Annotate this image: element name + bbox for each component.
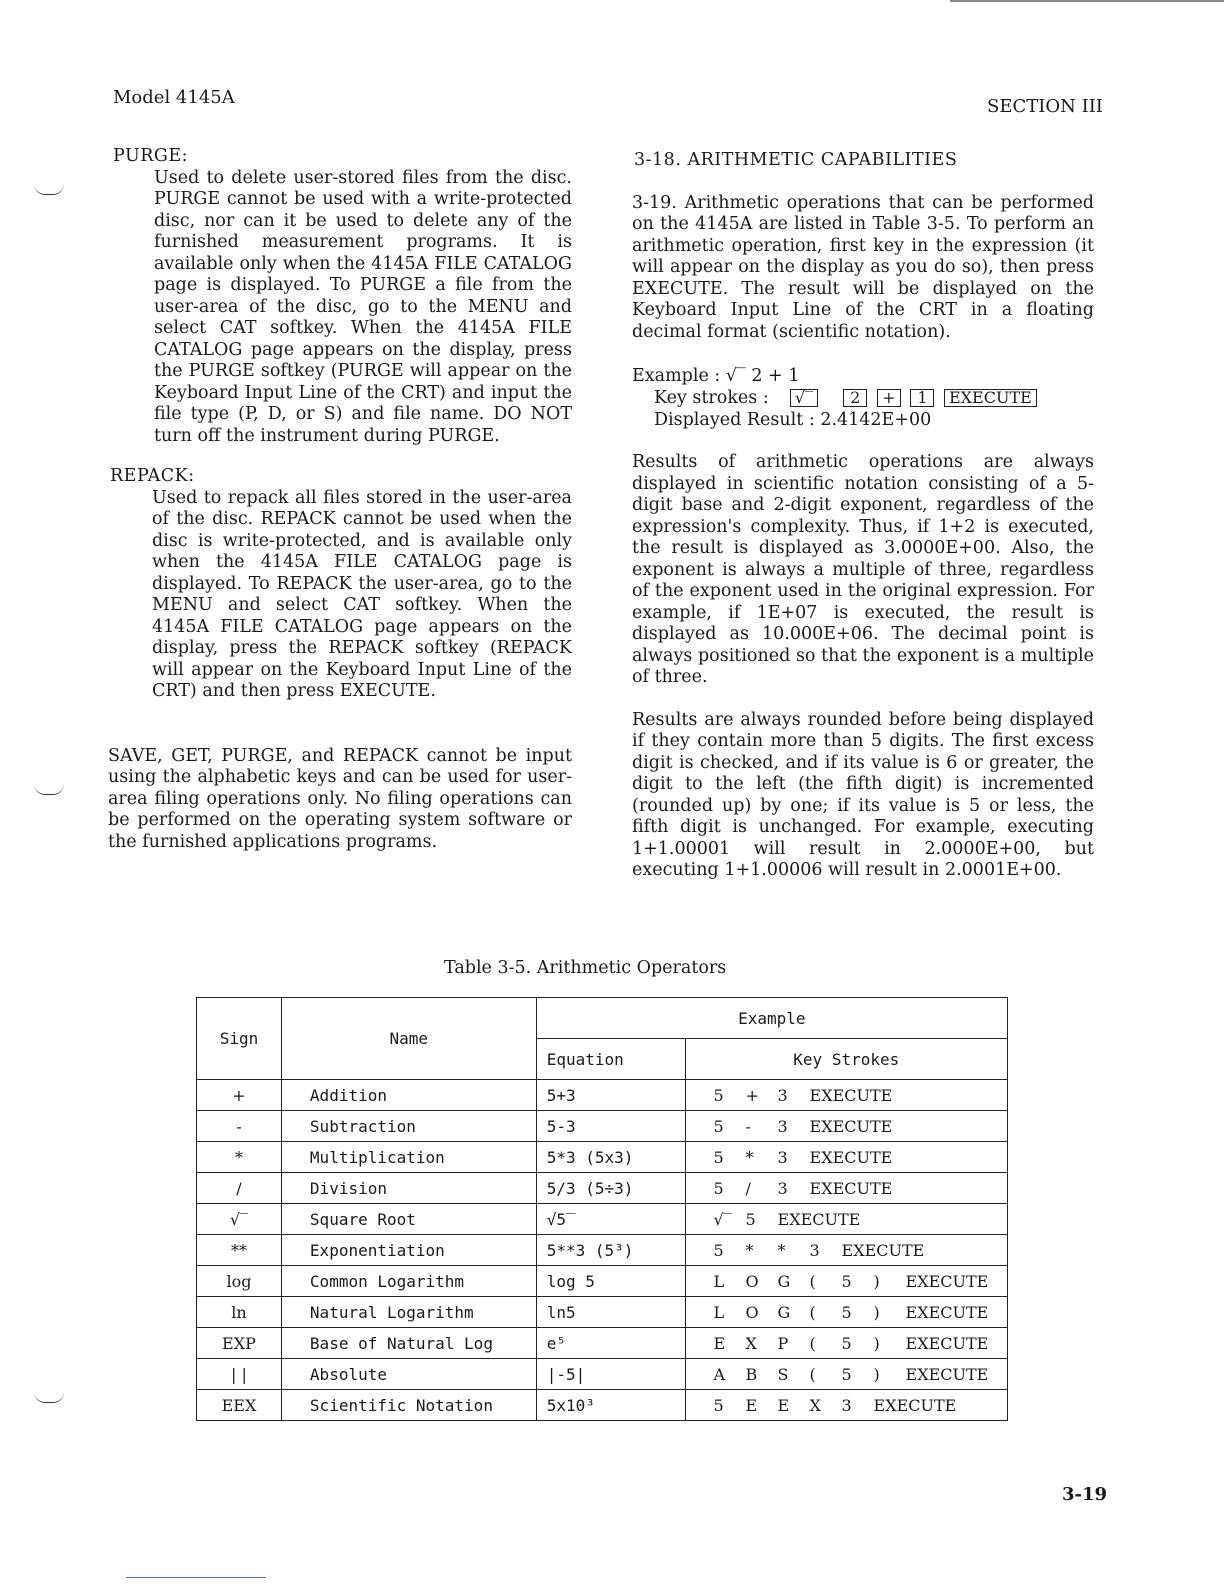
key-stroke: X [745,1333,757,1353]
execute-stroke: EXECUTE [809,1147,893,1167]
key-stroke: S [777,1364,789,1384]
example-label: Example : [632,366,721,386]
operator-name: Division [281,1173,536,1204]
operator-equation: 5/3 (5÷3) [536,1173,685,1204]
operator-name: Scientific Notation [281,1390,536,1421]
key-stroke: O [745,1271,759,1291]
key-stroke: A [713,1364,726,1384]
table-row [197,1142,1008,1173]
arithmetic-intro: 3-19. Arithmetic operations that can be performed on the 4145A are listed in Table 3-5. To perform an arithmetic operation, first key in the expression (it will appear on the display as you do so), then press EXECUTE. The result will be displayed on the Keyboard Input Line of the CRT in a floating decimal format (scientific notation). [632,192,1094,342]
execute-stroke: EXECUTE [809,1178,893,1198]
operator-equation: e⁵ [536,1328,685,1359]
repack-description: Used to repack all files stored in the user-area of the disc. REPACK cannot be used when the disc is write-protected, and is available only when the 4145A FILE CATALOG page is displayed. To REPACK the user-area, go to the MENU and select CAT softkey. When the 4145A FILE CATALOG page appears on the display, press the REPACK softkey (REPACK will appear on the Keyboard Input Line of the CRT) and then press EXECUTE. [152,487,572,701]
operator-key-strokes [685,1359,1007,1390]
key-stroke: * [745,1147,754,1167]
key-stroke: ( [809,1333,816,1353]
key-stroke: 5 [745,1209,756,1229]
header-example: Example [536,998,1007,1039]
model-header: Model 4145A [113,87,235,108]
table-row [197,1080,1008,1111]
key-stroke: E [713,1333,726,1353]
execute-stroke: EXECUTE [809,1085,893,1105]
execute-stroke: EXECUTE [905,1364,989,1384]
key-stroke: 3 [777,1116,788,1136]
key-stroke: 3 [809,1240,820,1260]
key-stroke: 3 [777,1147,788,1167]
header-sign: Sign [197,998,282,1080]
keystrokes-line [632,387,1094,409]
operator-key-strokes [685,1080,1007,1111]
repack-term: REPACK: [110,466,195,486]
key-stroke: ) [873,1271,880,1291]
operator-sign: ln [197,1297,282,1328]
table-row [197,1359,1008,1390]
operator-sign: EEX [197,1390,282,1421]
key-stroke: L [713,1302,725,1322]
purge-term: PURGE: [113,146,189,166]
key-stroke: G [777,1302,791,1322]
key-stroke: 5 [713,1395,724,1415]
operator-name: Base of Natural Log [281,1328,536,1359]
left-column [110,146,572,853]
margin-mark [34,784,64,795]
key-stroke: O [745,1302,759,1322]
execute-stroke: EXECUTE [905,1302,989,1322]
operator-name: Addition [281,1080,536,1111]
operator-name: Absolute [281,1359,536,1390]
margin-mark [34,1392,64,1403]
key-stroke: * [745,1240,754,1260]
key-stroke: E [777,1395,790,1415]
operator-name: Square Root [281,1204,536,1235]
operator-equation: √5‾ [536,1204,685,1235]
example-expression: √‾ 2 + 1 [725,366,800,386]
operator-equation: 5x10³ [536,1390,685,1421]
key-stroke: - [745,1116,751,1136]
key-stroke: E [745,1395,758,1415]
operator-key-strokes [685,1266,1007,1297]
operator-equation: ln5 [536,1297,685,1328]
execute-stroke: EXECUTE [905,1271,989,1291]
operator-name: Common Logarithm [281,1266,536,1297]
filing-note: SAVE, GET, PURGE, and REPACK cannot be input using the alphabetic keys and can be used for user-area filing operations only. No filing operations can be performed on the operating system software or the furnished applications programs. [108,745,572,852]
operator-sign: EXP [197,1328,282,1359]
notation-paragraph: Results of arithmetic operations are always displayed in scientific notation consisting of a 5-digit base and 2-digit exponent, regardless of the expression's complexity. Thus, if 1+2 is executed, the result is displayed as 3.0000E+00. Also, the exponent is always a multiple of three, regardless of the exponent used in the original expression. For example, if 1E+07 is executed, the result is displayed as 10.000E+06. The decimal point is always positioned so that the exponent is a multiple of three. [632,452,1094,687]
execute-key: EXECUTE [944,389,1037,407]
table-row [197,1390,1008,1421]
operator-key-strokes [685,1297,1007,1328]
plus-key: + [877,389,901,407]
key-stroke: 3 [841,1395,852,1415]
header-name: Name [281,998,536,1080]
key-stroke: 5 [841,1333,852,1353]
key-stroke: 5 [841,1271,852,1291]
key-stroke: / [745,1178,751,1198]
table-row [197,1204,1008,1235]
top-edge-line [950,0,1224,2]
key-stroke: 5 [841,1302,852,1322]
table-header-row [197,998,1008,1039]
operator-sign: √‾ [197,1204,282,1235]
key-stroke: ) [873,1302,880,1322]
key-stroke: ( [809,1271,816,1291]
section-header: SECTION III [987,96,1103,117]
operator-sign: log [197,1266,282,1297]
operator-equation: 5*3 (5x3) [536,1142,685,1173]
purge-description: Used to delete user-stored files from the disc. PURGE cannot be used with a write-protected disc, nor can it be used to delete any of the furnished measurement programs. It is available only when the 4145A FILE CATALOG page is displayed. To PURGE a file from the user-area of the disc, go to the MENU and select CAT softkey. When the 4145A FILE CATALOG page appears on the display, press the PURGE softkey (PURGE will appear on the Keyboard Input Line of the CRT) and input the file type (P, D, or S) and file name. DO NOT turn off the instrument during PURGE. [154,167,572,446]
operator-sign: + [197,1080,282,1111]
one-key: 1 [910,389,934,407]
two-key: 2 [843,389,867,407]
table-body [197,1080,1008,1421]
bottom-edge-line [126,1577,266,1578]
table-row [197,1235,1008,1266]
rounding-paragraph: Results are always rounded before being displayed if they contain more than 5 digits. The first excess digit is checked, and if its value is 6 or greater, the digit to the left (the fifth digit) is incremented (rounded up) by one; if its value is 5 or less, the fifth digit is unchanged. For example, executing 1+1.00001 will result in 2.0000E+00, but executing 1+1.00006 will result in 2.0001E+00. [632,709,1094,880]
example-block [632,365,1094,431]
table-row [197,1111,1008,1142]
operator-key-strokes [685,1204,1007,1235]
table-row [197,1266,1008,1297]
key-stroke: 5 [713,1178,724,1198]
operator-key-strokes [685,1173,1007,1204]
execute-stroke: EXECUTE [873,1395,957,1415]
operator-name: Multiplication [281,1142,536,1173]
keystrokes-label: Key strokes : [654,388,769,408]
operator-sign: * [197,1142,282,1173]
operator-key-strokes [685,1328,1007,1359]
right-column [632,150,1094,882]
margin-mark [34,184,64,195]
operator-equation: log 5 [536,1266,685,1297]
execute-stroke: EXECUTE [905,1333,989,1353]
key-stroke: ) [873,1364,880,1384]
table-row [197,1173,1008,1204]
key-stroke: 3 [777,1085,788,1105]
operator-equation: 5**3 (5³) [536,1235,685,1266]
execute-stroke: EXECUTE [809,1116,893,1136]
execute-stroke: EXECUTE [841,1240,925,1260]
key-stroke: 5 [713,1085,724,1105]
key-stroke: ( [809,1302,816,1322]
key-stroke: 5 [713,1116,724,1136]
execute-stroke: EXECUTE [777,1209,861,1229]
arithmetic-operators-table [196,997,1008,1421]
key-stroke: 5 [713,1147,724,1167]
operator-key-strokes [685,1111,1007,1142]
key-stroke: √‾ [713,1209,732,1229]
example-line [632,365,1094,387]
key-stroke: * [777,1240,786,1260]
header-key-strokes: Key Strokes [685,1039,1007,1080]
operator-sign: / [197,1173,282,1204]
result-label: Displayed Result : [654,410,815,430]
operator-equation: 5-3 [536,1111,685,1142]
key-stroke: L [713,1271,725,1291]
key-stroke: 5 [713,1240,724,1260]
table-row [197,1297,1008,1328]
operator-name: Exponentiation [281,1235,536,1266]
header-equation: Equation [536,1039,685,1080]
table-caption: Table 3-5. Arithmetic Operators [444,958,727,978]
operator-sign: ** [197,1235,282,1266]
operator-key-strokes [685,1142,1007,1173]
operator-key-strokes [685,1390,1007,1421]
operator-key-strokes [685,1235,1007,1266]
key-stroke: ( [809,1364,816,1384]
operator-sign: | | [197,1359,282,1390]
table-row [197,1328,1008,1359]
key-stroke: P [777,1333,789,1353]
key-stroke: 3 [777,1178,788,1198]
key-stroke: X [809,1395,821,1415]
operator-equation: |-5| [536,1359,685,1390]
operator-name: Natural Logarithm [281,1297,536,1328]
key-stroke: + [745,1085,759,1105]
key-stroke: 5 [841,1364,852,1384]
key-stroke: ) [873,1333,880,1353]
page-number: 3-19 [1062,1484,1108,1505]
key-stroke: B [745,1364,758,1384]
result-value: 2.4142E+00 [820,410,932,430]
operator-name: Subtraction [281,1111,536,1142]
section-heading: 3-18. ARITHMETIC CAPABILITIES [634,150,958,170]
operator-sign: - [197,1111,282,1142]
result-line [632,409,1094,431]
key-stroke: G [777,1271,791,1291]
operator-equation: 5+3 [536,1080,685,1111]
sqrt-key: √‾ [790,389,818,407]
